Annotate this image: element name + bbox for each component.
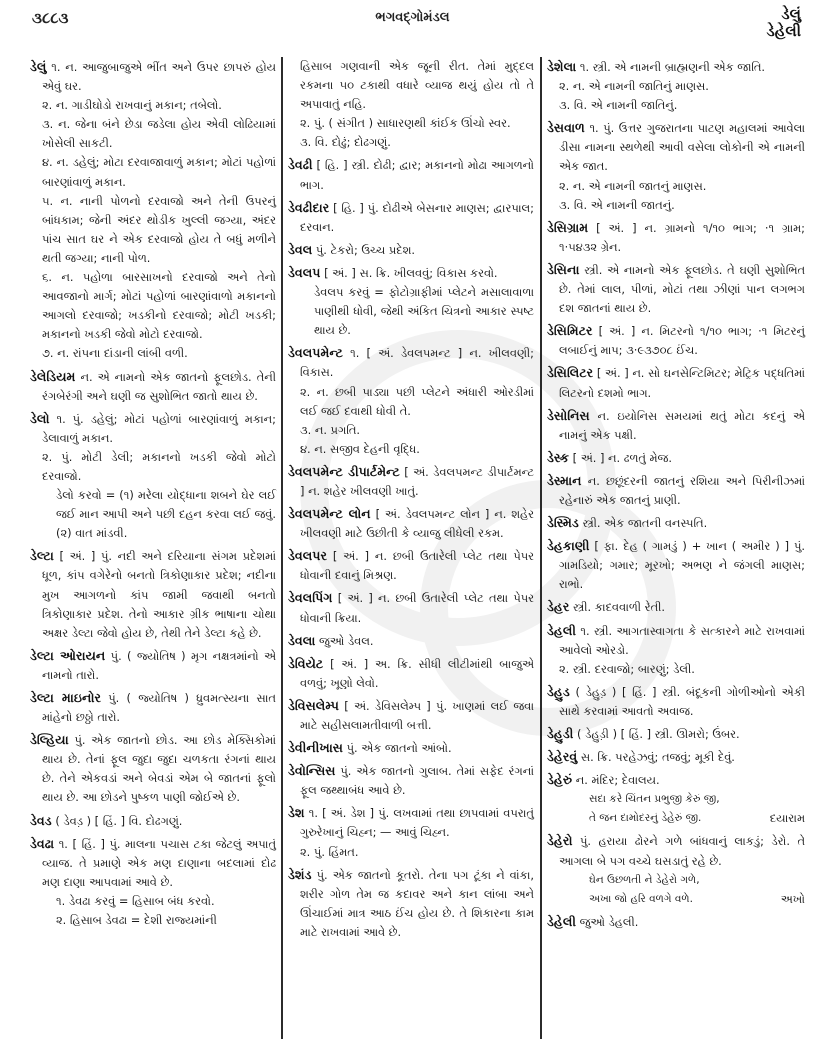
idiom-phrase: ડેવલપ કરવું = ફોટોગ્રાફીમાં પ્લેટને મસાલાવાળા પાણીથી ધોવી, જેથી અંકિત ચિત્રનો આકાર સ્પષ્ટ થાય છે. (314, 285, 534, 338)
headword: ડેલ્ટા માઇનોર (30, 690, 102, 705)
headword: ડેલ્હિયા (30, 732, 69, 748)
definition-sense: ૫. ન. નાની પોળનો દરવાજો અને તેની ઉપરનું બાંધકામ; જેની અંદર થોડીક ખુલ્લી જગ્યા, અંદર પાંચ સાત ઘર ને એક દરવાજો હોય તે બધું મળીને થતી જગ્યા; નાની પોળ. (42, 193, 276, 265)
dictionary-entry (30, 730, 276, 807)
headword: ડેસિમિટર (547, 323, 593, 339)
dictionary-entry (547, 118, 805, 214)
column-divider (281, 57, 283, 1039)
definition-sense: પું. એક જાતનો છોડ. આ છોડ મેક્સિકોમાં થાય છે. તેનાં ફૂલ જુદા જુદા ચળકતા રંગનાં થાય છે. તેને એકવડાં અને બેવડાં એમ બે જાતનાં ફૂલો થાય છે. આ છોડને પુષ્કળ પાણી જોઈએ છે. (42, 733, 276, 805)
headword: ડેલો (30, 410, 50, 426)
headword: ડેહેરો (547, 833, 573, 849)
definition-sense: [ હિ. ] સ્ત્રી. દોઢી; દ્વાર; મકાનનો મોઢા આગળનો ભાગ. (300, 158, 534, 192)
headword: ડેવલપમેન્ટ (288, 345, 343, 361)
headword: ડેસ્મિડ (547, 515, 579, 531)
headword: ડેવલપમેન્ટ ડીપાર્ટમેન્ટ (288, 463, 400, 479)
headword: ડેહેરું (547, 772, 573, 788)
definition-sense: ૪. ન. સજીવ દેહની વૃદ્ધિ. (300, 441, 420, 456)
definition-sense: [ અં. ] પું. નદી અને દરિયાના સંગમ પ્રદેશમાં ધૂળ, કાંપ વગેરેનો બનતો ત્રિકોણાકાર પ્રદેશ; નદીના મુખ આગળનો કાંપ જામી જવાથી બનતો ત્રિકોણાકાર પ્રદેશ. તેનો આકાર ગ્રીક ભાષાના ચોથા અક્ષર ડેલ્ટા જેવો હોય છે, તેથી તેને ડેલ્ટા કહે છે. (42, 549, 276, 640)
dictionary-entry (288, 738, 534, 758)
dictionary-entry (547, 406, 805, 445)
definition-sense: સ્ત્રી. કાદવવાળી રેતી. (573, 600, 666, 615)
headword: ડેલું (30, 59, 47, 74)
headword: ડેશ (288, 805, 305, 821)
definition-sense: ૨. પું. મોટી ડેલી; મકાનનો ખડકી જેવો મોટો દરવાજો. (42, 449, 276, 483)
definition-sense: [ અં. ] ન. ઢળતું મેજ. (572, 450, 672, 465)
definition-sense: ૧. [ હિં. ] પું. માલના પચાસ ટકા જેટલું અપાતું વ્યાજ. તે પ્રમાણે એક મણ દાણાના બદલામાં દોઢ મણ દાણા આપવામાં આવે છે. (42, 836, 276, 889)
headword: ડેહકાણી (547, 538, 590, 554)
dictionary-entry (288, 546, 534, 585)
definition-sense: ( ડેહુડ઼ ) [ હિં. ] સ્ત્રી. બંદૂકની ગોળીઓનો એકી સાથે કરવામાં આવતો અવાજ. (559, 684, 805, 718)
headword: ડેવલપિંગ (288, 590, 333, 606)
dictionary-entry (30, 646, 276, 685)
dictionary-entry (547, 448, 805, 468)
dictionary-entry (288, 696, 534, 735)
definition-sense: ૧. સ્ત્રી. એ નામની બ્રાહ્મણની એક જાતિ. (579, 60, 766, 74)
definition-sense: ૨. પું. ( સંગીત ) સાધારણથી કાંઈક ઊંચો સ્વર. (300, 116, 511, 131)
headword: ડેહલી (547, 622, 576, 638)
dictionary-entry (288, 198, 534, 237)
dictionary-entry (547, 321, 805, 360)
definition-sense: [ અં. ડેવિસલેમ્પ ] પું. ખાણમાં લઈ જવા માટે સહીસલામતીવાળી બત્તી. (300, 698, 534, 732)
headword: ડેવલપર (288, 548, 327, 564)
headword: ડેવલ (288, 241, 313, 257)
dictionary-entry (547, 724, 805, 744)
headword: ડેશંડ (288, 866, 312, 882)
definition-sense: ૧. [ અં. ડેશ ] પું. લખવામાં તથા છાપવામાં વપરાતું ગુરુરેખાનું ચિહ્ન; — આવું ચિહ્ન. (300, 806, 534, 840)
definition-sense: [ અં. ] ન. છબી ઉતારેલી પ્લેટ તથા પેપર ધોવાની દવાનું મિશ્રણ. (300, 549, 534, 583)
dictionary-entry (547, 682, 805, 721)
dictionary-entry (288, 240, 534, 260)
definition-sense: ૬. ન. પહોળા બારસાખનો દરવાજો અને તેનો આવજાનો માર્ગ; મોટાં પહોળાં બારણાંવાળો મકાનનો આગલો દરવાજો; ખડકીનો દરવાજો; મોટી ખડકી; મકાનનો ખડકી જેવો મોટો દરવાજો. (42, 270, 276, 342)
definition-sense: ( ડેવડ઼ ) [ હિં. ] વિ. દોઢગણું. (55, 813, 183, 828)
definition-sense: ૪. ન. ડહેલું; મોટા દરવાજાવાળું મકાન; મોટાં પહોળાં બારણાંવાળું મકાન. (42, 155, 276, 189)
column-3 (547, 57, 805, 935)
headword: ડેવિયેટ (288, 655, 324, 671)
definition-sense: [ અં. ] ન. મિટરનો ૧/૧૦ ભાગ; ·૧ મિટરનું લબાઈનું માપ; ૩·૯૩૭૦૮ ઈંચ. (559, 324, 805, 358)
dictionary-entry (547, 770, 805, 828)
dictionary-entry (288, 155, 534, 194)
dictionary-entry (288, 865, 534, 942)
definition-sense: ન. મંદિર; દેવાલય. (575, 773, 660, 788)
guide-word-first: ડેલું (781, 5, 801, 23)
headword: ડેસિગ્રામ (547, 219, 589, 235)
dictionary-entry (547, 260, 805, 318)
definition-sense: [ હિ. ] પું. દોઢીએ બેસનાર માણસ; દ્વારપાલ; દરવાન. (300, 200, 534, 234)
definition-sense: ૩. વિ. દોઢું; દોઢગણું. (300, 135, 391, 150)
definition-sense: ૨. પું. હિંમત. (300, 844, 359, 859)
dictionary-entry (30, 57, 276, 364)
definition-sense: પું. એક જાતનો ગુલાબ. તેમાં સફેદ રંગનાં ફૂલ જથ્થાબંધ આવે છે. (300, 764, 534, 798)
definition-sense: ૧. પું. ડહેલું; મોટાં પહોળાં બારણાંવાળું મકાન; ડેલાવાળું મકાન. (42, 411, 276, 445)
definition-sense: સ્ત્રી. એક જાતની વનસ્પતિ. (582, 516, 708, 531)
headword: ડેવિસલેમ્પ (288, 697, 339, 713)
headword: ડેવડ (30, 812, 52, 828)
verse-author: દયારામ (769, 811, 805, 826)
headword: ડેવોન્સિસ (288, 763, 336, 779)
dictionary-entry (30, 367, 276, 406)
dictionary-entry (547, 57, 805, 115)
headword: ડેવઢી (288, 157, 313, 173)
dictionary-entry (30, 409, 276, 544)
idiom-phrase: ૧. ડેવઢા કરવું = હિસાબ બંધ કરવો. (56, 893, 215, 908)
headword: ડેસ્ક (547, 449, 570, 465)
definition-sense: [ અં. ] ન. સો ઘનસેન્ટિમિટર; મેટ્રિક પદ્ધતિમાં લિટરનો દશમો ભાગ. (559, 366, 805, 400)
definition-sense: [ અં. ડેવલપમન્ટ લોન ] ન. શહેર ખીલવણી માટે ઉછીતી કે વ્યાજુ લીધેલી રકમ. (300, 507, 535, 541)
running-title: ભગવદ્ગોમંડલ (375, 10, 450, 25)
verse-line: સદા કરે ચિંતન પ્રભુજી કેરું જી, (589, 793, 720, 806)
headword: ડેસિલિટર (547, 365, 594, 381)
headword: ડેવઢીદાર (288, 199, 330, 215)
definition-sense: સ. ક્રિ. પરહેઝવું; તજવું; મૂકી દેવું. (580, 750, 735, 765)
dictionary-entry (30, 688, 276, 727)
definition-sense: ૭. ન. રાંપના દાંડાની લાંબી વળી. (42, 346, 188, 361)
definition-sense: [ અં. ડેવલપમન્ટ ડીપાર્ટમન્ટ ] ન. શહેર ખીલવણી ખાતું. (300, 464, 534, 498)
dictionary-entry (547, 513, 805, 533)
definition-sense: ૩. વિ. એ નામની જાતનું. (559, 197, 675, 212)
dictionary-entry (288, 588, 534, 627)
verse-line: અખા જો હરિ વળગે વળે. (589, 892, 693, 905)
definition-sense: ૨. સ્ત્રી. દરવાજો; બારણું; ડેલી. (559, 661, 695, 676)
verse-author: અખો (780, 891, 805, 906)
definition-sense: [ અં. ] સ. ક્રિ. ખીલવવું; વિકાસ કરવો. (324, 265, 498, 280)
definition-sense: સ્ત્રી. એ નામનો એક ફૂલછોડ. તે ઘણી સુશોભિત છે. તેમાં લાલ, પીળાં, મોટાં તથા ઝીણાં પાન લગભગ દશ જાતનાં થાય છે. (559, 262, 805, 316)
dictionary-entry (547, 747, 805, 767)
headword: ડેવલા (288, 632, 316, 648)
definition-sense: [ અં. ] ન. ગ્રામનો ૧/૧૦ ભાગ; ·૧ ગ્રામ; ૧·૫૪૩૨ ગ્રેન. (559, 220, 805, 254)
dictionary-entry (547, 536, 805, 594)
headword: ડેલ્ટા ઓરાયન (30, 647, 106, 663)
definition-sense: જુઓ ડેહલી. (579, 914, 639, 929)
definition-sense: પું. હરાયા ઢોરને ગળે બાંધવાનું લાકડું; ડેરો. તે આગલા બે પગ વચ્ચે ઘસડાતું રહે છે. (559, 834, 805, 868)
definition-sense: પું. ટેકરો; ઉચ્ચ પ્રદેશ. (315, 242, 416, 257)
headword: ડેલ્ટા (30, 548, 54, 564)
headword: ડેલેડિયમ (30, 368, 76, 384)
verse-line: તે જન દામોદરનું ડેહેરું જી. (589, 812, 702, 825)
definition-sense: ન. છછૂંદરની જાતનું રશિયા અને પિરીનીઝમાં રહેનારું એક જાતનું પ્રાણી. (559, 473, 805, 507)
dictionary-entry (288, 263, 534, 340)
definition-sense: ૩. ન. જેના બંને છેડા જડેલા હોય એવી લોઢિયામાં ખોસેલી સાકટી. (42, 117, 276, 151)
headword: ડેહેલી (547, 913, 576, 929)
definition-sense: પું. ( જ્યોતિષ ) મૃગ નક્ષત્રમાંનો એ નામનો તારો. (42, 648, 276, 682)
definition-sense: પું. એક જાતનો આંબો. (346, 741, 452, 756)
dictionary-entry (288, 462, 534, 501)
idiom-phrase: ૨. હિસાબ ડેવઢા = દેશી રાજ્યમાંની (56, 913, 217, 928)
definition-sense: ૨. ન. એ નામની જાતનું માણસ. (559, 178, 707, 193)
headword: ડેશેલા (547, 59, 577, 74)
idiom-phrase: ડેલો કરવો = (૧) મરેલા યોદ્ધાના શબને ઘેર લઈ જઈ માન આપી અને પછી દહન કરવા લઈ જવું. (૨) વાત માંડવી. (56, 488, 276, 541)
definition-sense: ૨. ન. ગાડીઘોડો રાખવાનું મકાન; તબેલો. (42, 98, 222, 113)
dictionary-entry (547, 363, 805, 402)
column-1 (30, 57, 276, 933)
headword: ડેહુડી (547, 726, 574, 741)
headword: ડેવઢા (30, 835, 55, 851)
column-2 (288, 57, 534, 945)
dictionary-entry (288, 803, 534, 861)
dictionary-entry (547, 831, 805, 908)
headword: ડેહુડ (547, 683, 570, 699)
guide-words (766, 6, 801, 40)
definition-sense: [ અં. ] ન. છબી ઉતારેલી પ્લેટ તથા પેપર ધોવાની ક્રિયા. (300, 591, 535, 625)
dictionary-entry (547, 621, 805, 679)
verse-line: ઘેન ઉછળતી ને ડેહેરો ગળે, (589, 873, 700, 886)
definition-sense: પું. એક જાતનો કૂતરો. તેના પગ ટૂંકા ને વાંકા, શરીર ગોળ તેમ જ કદાવર અને કાન લાંબા અને ઊંચાઈમાં માત્ર આઠ ઈંચ હોય છે. તે શિકારના કામ માટે રાખવામાં આવે છે. (300, 867, 535, 939)
headword: ડેસવાળ (547, 120, 585, 136)
page-header (0, 0, 825, 56)
dictionary-entry (30, 834, 276, 930)
dictionary-entry (547, 218, 805, 257)
definition-sense: ૧. [ અં. ડેવલપમન્ટ ] ન. ખીલવણી; વિકાસ. (300, 346, 534, 380)
dictionary-entry (30, 811, 276, 831)
page-number: ૩૮૮૩ (32, 9, 69, 27)
dictionary-entry (547, 597, 805, 617)
definition-sense: ૨. ન. છબી પાડ્યા પછી પ્લેટને અંધારી ઓરડીમાં લઈ જઈ દવાથી ધોવી તે. (300, 384, 534, 418)
guide-word-last: ડેહેલી (766, 22, 801, 40)
definition-sense: જુઓ ડેવલ. (319, 633, 374, 648)
headword: ડેહેરવું (547, 749, 578, 765)
definition-sense: પું. ( જ્યોતિષ ) ધ્રુવમત્સ્યના સાત માંહેનો છઠ્ઠો તારો. (42, 691, 276, 725)
definition-sense: ૧. સ્ત્રી. આગતાસ્વાગતા કે સત્કારને માટે રાખવામાં આવેલો ઓરડો. (559, 623, 805, 657)
entry-continuation: હિસાબ ગણવાની એક જૂની રીત. તેમાં મુદ્દલ રકમના ૫૦ ટકાથી વધારે વ્યાજ થયું હોય તો તે અપાવાતું નહિ. (300, 59, 534, 112)
definition-sense: [ ફા. દેહ ( ગામડું ) + ખાન ( અમીર ) ] પું. ગામડિયો; ગમાર; મૂરખો; અભણ ને જંગલી માણસ; રાભો. (559, 539, 805, 592)
definition-sense: ૩. વિ. એ નામની જાતિનું. (559, 98, 678, 113)
dictionary-entry (288, 504, 534, 543)
dictionary-entry (288, 654, 534, 693)
dictionary-entry (547, 912, 805, 932)
definition-sense: ન. એ નામનો એક જાતનો ફૂલછોડ. તેની રંગબેરંગી અને ઘણી જ સુશોભિત જાતો થાય છે. (42, 369, 277, 403)
dictionary-entry (30, 546, 276, 642)
column-divider (540, 57, 542, 1039)
definition-sense: ૨. ન. એ નામની જાતિનું માણસ. (559, 79, 709, 94)
dictionary-entry (288, 761, 534, 800)
definition-sense: ૧. પું. ઉત્તર ગુજરાતના પાટણ મહાલમાં આવેલા ડીસા નામના સ્થળેથી આવી વસેલા લોકોની એ નામની એક જાત. (559, 121, 805, 174)
dictionary-entry (288, 631, 534, 651)
dictionary-entry (288, 343, 534, 459)
headword: ડેવીનીખાસ (288, 740, 343, 756)
definition-sense: ન. ઇયોનિસ સમયમાં થતું મોટા કદનું એ નામનું એક પક્ષી. (559, 408, 805, 442)
headword: ડેસિના (547, 261, 580, 277)
headword: ડેવલપમેન્ટ લોન (288, 506, 371, 522)
headword: ડેવલપ (288, 264, 321, 280)
definition-sense: ( ડેહુડ઼ી ) [ હિં. ] સ્ત્રી. ઊમરો; ઉંબર. (577, 727, 740, 741)
definition-sense: [ અં. ] અ. ક્રિ. સીધી લીટીમાંથી બાજુએ વળવું; ખૂણો લેવો. (300, 656, 534, 690)
dictionary-entry (300, 57, 534, 152)
definition-sense: ૩. ન. પ્રગતિ. (300, 422, 361, 437)
headword: ડેહર (547, 599, 570, 615)
headword: ડેસોનિસ (547, 407, 590, 423)
definition-sense: ૧. ન. આજુબાજુએ ભીંત અને ઉપર છાપરું હોય એવું ઘર. (42, 60, 276, 94)
dictionary-entry (547, 471, 805, 510)
headword: ડેસ્માન (547, 472, 582, 488)
